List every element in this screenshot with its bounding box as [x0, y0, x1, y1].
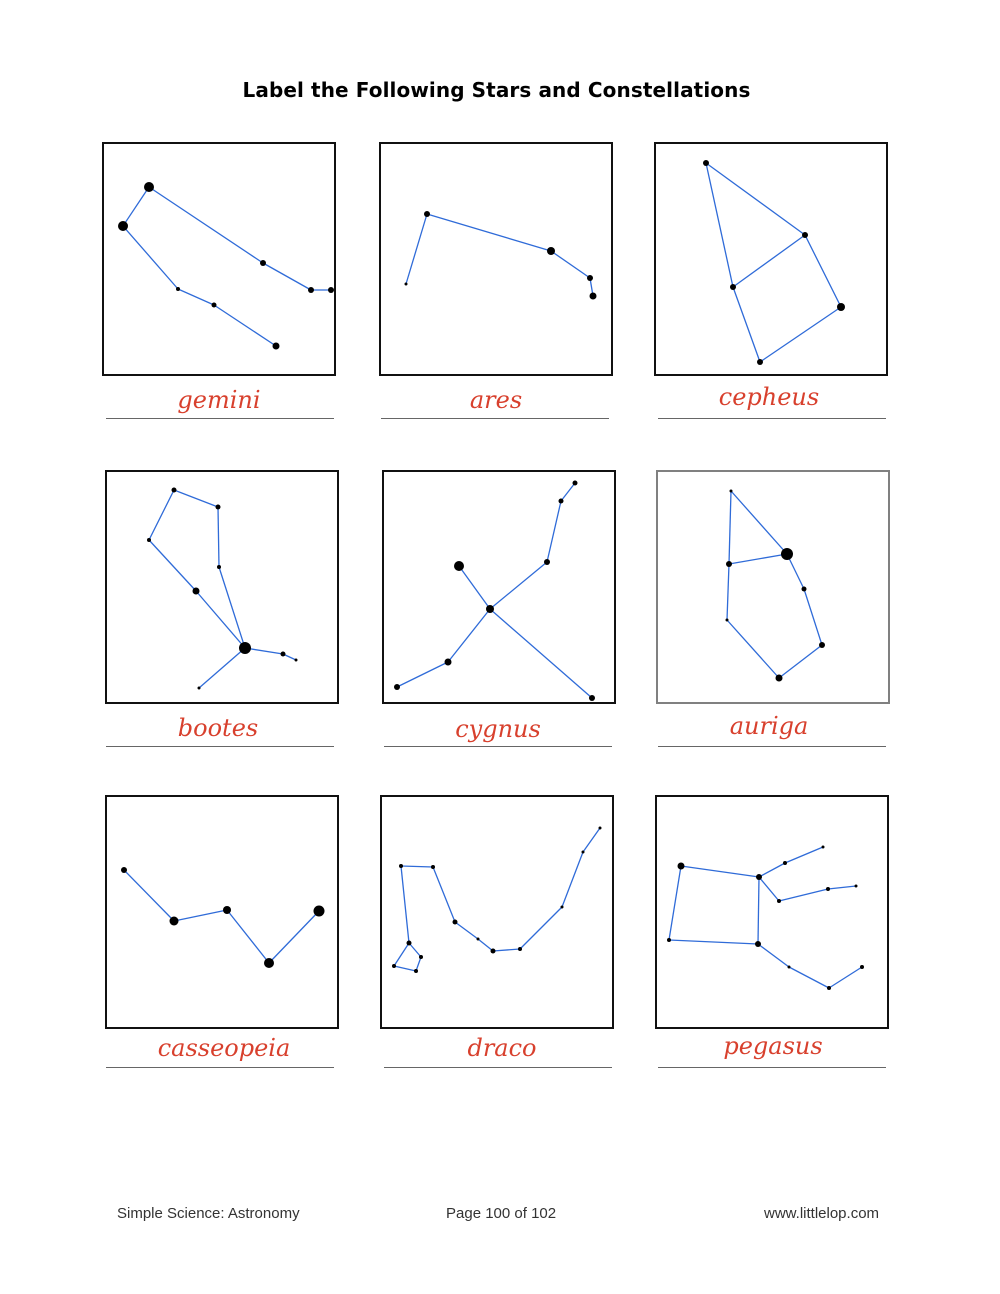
- constellation-link-line: [669, 940, 758, 944]
- star-dot: [264, 958, 274, 968]
- constellation-link-line: [829, 967, 862, 988]
- star-dot: [802, 587, 807, 592]
- constellation-link-line: [149, 490, 174, 540]
- constellation-link-line: [174, 910, 227, 921]
- constellation-link-line: [759, 863, 785, 877]
- constellation-card-pegasus: [655, 795, 889, 1029]
- constellation-link-line: [401, 866, 433, 867]
- star-dot: [121, 867, 127, 873]
- answer-line: [381, 418, 609, 419]
- constellation-link-line: [124, 870, 174, 921]
- answer-line: [384, 746, 612, 747]
- answer-line: [658, 746, 886, 747]
- constellation-card-auriga: [656, 470, 890, 704]
- constellation-link-line: [123, 226, 178, 289]
- constellation-link-line: [681, 866, 759, 877]
- constellation-diagram-bootes: [107, 472, 337, 702]
- constellation-link-line: [706, 163, 733, 287]
- answer-label-cepheus: cepheus: [718, 383, 820, 411]
- constellation-card-gemini: [102, 142, 336, 376]
- constellation-diagram-gemini: [104, 144, 334, 374]
- constellation-link-line: [149, 540, 196, 591]
- constellation-link-line: [478, 939, 493, 951]
- footer-website: www.littlelop.com: [764, 1205, 880, 1222]
- star-dot: [405, 283, 408, 286]
- constellation-link-line: [729, 554, 787, 564]
- constellation-link-line: [562, 852, 583, 907]
- star-dot: [726, 619, 729, 622]
- constellation-link-line: [394, 943, 409, 966]
- constellation-link-line: [263, 263, 311, 290]
- constellation-link-line: [804, 589, 822, 645]
- constellation-link-line: [416, 957, 421, 971]
- constellation-link-line: [174, 490, 218, 507]
- star-dot: [223, 906, 231, 914]
- answer-line: [658, 418, 886, 419]
- constellation-link-line: [406, 214, 427, 284]
- constellation-diagram-casseopeia: [107, 797, 337, 1027]
- constellation-link-line: [219, 567, 245, 648]
- star-dot: [414, 969, 418, 973]
- constellation-link-line: [401, 866, 409, 943]
- star-dot: [589, 695, 595, 701]
- constellation-link-line: [227, 910, 269, 963]
- star-dot: [781, 548, 793, 560]
- constellation-card-cygnus: [382, 470, 616, 704]
- constellation-link-line: [727, 564, 729, 620]
- star-dot: [118, 221, 128, 231]
- star-dot: [212, 303, 217, 308]
- constellation-link-line: [729, 491, 731, 564]
- star-dot: [730, 490, 733, 493]
- constellation-link-line: [805, 235, 841, 307]
- star-dot: [198, 687, 201, 690]
- constellation-diagram-auriga: [658, 472, 888, 702]
- star-dot: [756, 874, 762, 880]
- star-dot: [308, 287, 314, 293]
- constellation-link-line: [490, 562, 547, 609]
- constellation-diagram-draco: [382, 797, 612, 1027]
- constellation-link-line: [409, 943, 421, 957]
- star-dot: [239, 642, 251, 654]
- constellation-link-line: [759, 877, 779, 901]
- star-dot: [822, 846, 825, 849]
- star-dot: [678, 863, 685, 870]
- constellation-link-line: [828, 886, 856, 889]
- footer-page-number: Page 100 of 102: [446, 1205, 557, 1222]
- constellation-link-line: [459, 566, 490, 609]
- star-dot: [561, 906, 564, 909]
- constellation-diagram-pegasus: [657, 797, 887, 1027]
- constellation-card-ares: [379, 142, 613, 376]
- constellation-link-line: [731, 491, 787, 554]
- star-dot: [703, 160, 709, 166]
- star-dot: [273, 343, 280, 350]
- star-dot: [776, 675, 783, 682]
- star-dot: [755, 941, 761, 947]
- answer-label-pegasus: pegasus: [723, 1032, 823, 1060]
- star-dot: [147, 538, 151, 542]
- answer-line: [106, 1067, 334, 1068]
- constellation-link-line: [760, 307, 841, 362]
- star-dot: [726, 561, 732, 567]
- constellation-link-line: [758, 877, 759, 944]
- star-dot: [170, 917, 179, 926]
- constellation-link-line: [394, 966, 416, 971]
- constellation-link-line: [520, 907, 562, 949]
- answer-line: [384, 1067, 612, 1068]
- star-dot: [407, 941, 412, 946]
- star-dot: [837, 303, 845, 311]
- star-dot: [491, 949, 496, 954]
- star-dot: [217, 565, 221, 569]
- answer-line: [106, 746, 334, 747]
- star-dot: [394, 684, 400, 690]
- star-dot: [788, 966, 791, 969]
- answer-label-ares: ares: [469, 386, 523, 414]
- star-dot: [314, 906, 325, 917]
- constellation-link-line: [269, 911, 319, 963]
- answer-label-bootes: bootes: [177, 714, 259, 742]
- constellation-link-line: [758, 944, 789, 967]
- answer-label-auriga: auriga: [729, 712, 809, 740]
- star-dot: [559, 499, 564, 504]
- star-dot: [216, 505, 221, 510]
- constellation-link-line: [669, 866, 681, 940]
- star-dot: [860, 965, 864, 969]
- constellation-link-line: [727, 620, 779, 678]
- page-title: Label the Following Stars and Constellations: [242, 78, 751, 102]
- star-dot: [453, 920, 458, 925]
- star-dot: [667, 938, 671, 942]
- star-dot: [819, 642, 825, 648]
- constellation-link-line: [427, 214, 551, 251]
- star-dot: [424, 211, 430, 217]
- star-dot: [827, 986, 831, 990]
- star-dot: [802, 232, 808, 238]
- constellation-link-line: [123, 187, 149, 226]
- constellation-link-line: [583, 828, 600, 852]
- star-dot: [573, 481, 578, 486]
- answer-label-gemini: gemini: [177, 386, 261, 414]
- constellation-link-line: [493, 949, 520, 951]
- star-dot: [518, 947, 522, 951]
- star-dot: [172, 488, 177, 493]
- constellation-link-line: [706, 163, 805, 235]
- constellation-card-bootes: [105, 470, 339, 704]
- star-dot: [454, 561, 464, 571]
- constellation-card-casseopeia: [105, 795, 339, 1029]
- constellation-link-line: [779, 889, 828, 901]
- star-dot: [399, 864, 403, 868]
- star-dot: [144, 182, 154, 192]
- constellation-link-line: [490, 609, 592, 698]
- constellation-link-line: [561, 483, 575, 501]
- constellation-card-draco: [380, 795, 614, 1029]
- constellation-link-line: [789, 967, 829, 988]
- constellation-diagram-cepheus: [656, 144, 886, 374]
- star-dot: [582, 851, 585, 854]
- star-dot: [783, 861, 787, 865]
- constellation-link-line: [455, 922, 478, 939]
- star-dot: [431, 865, 435, 869]
- constellation-link-line: [433, 867, 455, 922]
- constellation-link-line: [779, 645, 822, 678]
- star-dot: [599, 827, 602, 830]
- constellation-link-line: [733, 235, 805, 287]
- star-dot: [587, 275, 593, 281]
- star-dot: [855, 885, 858, 888]
- answer-line: [106, 418, 334, 419]
- star-dot: [328, 287, 334, 293]
- star-dot: [547, 247, 555, 255]
- constellation-link-line: [448, 609, 490, 662]
- constellation-card-cepheus: [654, 142, 888, 376]
- star-dot: [281, 652, 286, 657]
- star-dot: [777, 899, 781, 903]
- star-dot: [419, 955, 423, 959]
- constellation-link-line: [547, 501, 561, 562]
- answer-label-draco: draco: [467, 1034, 537, 1062]
- constellation-link-line: [551, 251, 590, 278]
- constellation-diagram-cygnus: [384, 472, 614, 702]
- star-dot: [295, 659, 298, 662]
- answer-label-casseopeia: casseopeia: [157, 1034, 291, 1062]
- constellation-link-line: [218, 507, 219, 567]
- answer-label-cygnus: cygnus: [455, 715, 541, 743]
- answer-line: [658, 1067, 886, 1068]
- star-dot: [544, 559, 550, 565]
- star-dot: [590, 293, 597, 300]
- star-dot: [826, 887, 830, 891]
- constellation-link-line: [214, 305, 276, 346]
- constellation-link-line: [196, 591, 245, 648]
- constellation-link-line: [178, 289, 214, 305]
- constellation-link-line: [785, 847, 823, 863]
- star-dot: [260, 260, 266, 266]
- star-dot: [193, 588, 200, 595]
- star-dot: [477, 938, 480, 941]
- star-dot: [445, 659, 452, 666]
- constellation-diagram-ares: [381, 144, 611, 374]
- footer-series-title: Simple Science: Astronomy: [117, 1205, 300, 1222]
- star-dot: [392, 964, 396, 968]
- constellation-link-line: [149, 187, 263, 263]
- star-dot: [730, 284, 736, 290]
- constellation-link-line: [397, 662, 448, 687]
- constellation-link-line: [733, 287, 760, 362]
- star-dot: [757, 359, 763, 365]
- star-dot: [176, 287, 180, 291]
- constellation-link-line: [199, 648, 245, 688]
- star-dot: [486, 605, 494, 613]
